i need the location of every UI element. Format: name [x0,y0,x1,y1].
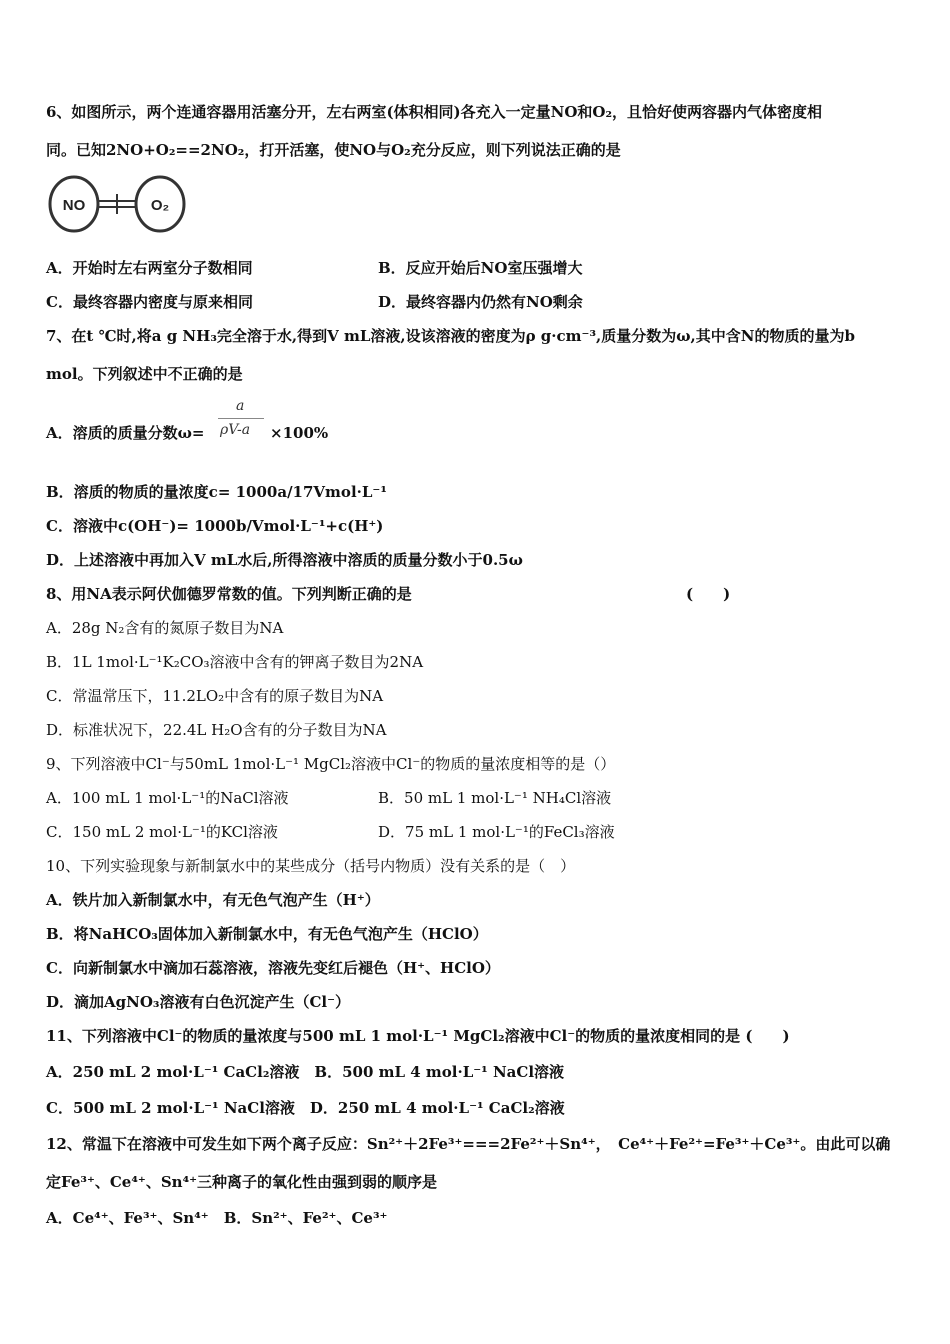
left-container-label: NO [62,197,86,214]
fraction-bar [218,418,264,419]
q11-options-ab: A．250 mL 2 mol·L⁻¹ CaCl₂溶液 B．500 mL 4 mol·L⁻¹ NaCl溶液 [46,1063,565,1081]
q7-option-a-suffix: ×100% [270,424,329,442]
fraction-denominator: ρV-a [220,422,251,438]
q6-option-b: B．反应开始后NO室压强增大 [378,259,583,277]
q7-option-b: B．溶质的物质的量浓度c= 1000a/17Vmol·L⁻¹ [46,483,387,501]
fraction-numerator: a [236,398,245,414]
q6-option-a: A．开始时左右两室分子数相同 [46,259,253,277]
right-container-label: O₂ [150,197,170,214]
q10-option-b: B．将NaHCO₃固体加入新制氯水中，有无色气泡产生（HClO） [46,925,488,943]
connected-containers-diagram [46,172,188,236]
q7-stem-line1: 7、在t ℃时,将a g NH₃完全溶于水,得到V mL溶液,设该溶液的密度为ρ g·cm⁻³,质量分数为ω,其中含N的物质的量为b [46,327,855,345]
q8-option-a: A．28g N₂含有的氮原子数目为NA [46,619,284,637]
q6-stem-line1: 6、如图所示，两个连通容器用活塞分开，左右两室(体积相同)各充入一定量NO和O₂，且恰好使两容器内气体密度相 [46,103,823,121]
q11-stem: 11、下列溶液中Cl⁻的物质的量浓度与500 mL 1 mol·L⁻¹ MgCl₂溶液中Cl⁻的物质的量浓度相同的是 ( ) [46,1027,790,1045]
q11-options-cd: C．500 mL 2 mol·L⁻¹ NaCl溶液 D．250 mL 4 mol·L⁻¹ CaCl₂溶液 [46,1099,565,1117]
q9-stem: 9、下列溶液中Cl⁻与50mL 1mol·L⁻¹ MgCl₂溶液中Cl⁻的物质的量浓度相等的是（） [46,755,616,773]
q7-option-a-prefix: A．溶质的质量分数ω= [46,424,205,442]
q9-option-b: B．50 mL 1 mol·L⁻¹ NH₄Cl溶液 [378,789,612,807]
q6-option-d: D．最终容器内仍然有NO剩余 [378,293,583,311]
q7-option-a-fraction [218,398,270,444]
q7-option-d: D．上述溶液中再加入V mL水后,所得溶液中溶质的质量分数小于0.5ω [46,551,523,569]
q9-option-c: C．150 mL 2 mol·L⁻¹的KCl溶液 [46,823,278,841]
q10-option-c: C．向新制氯水中滴加石蕊溶液，溶液先变红后褪色（H⁺、HClO） [46,959,500,977]
q12-stem-line1: 12、常温下在溶液中可发生如下两个离子反应：Sn²⁺＋2Fe³⁺===2Fe²⁺＋Sn⁴⁺， Ce⁴⁺＋Fe²⁺=Fe³⁺＋Ce³⁺。由此可以确 [46,1135,891,1153]
q7-stem-line2: mol。下列叙述中不正确的是 [46,365,243,383]
q8-stem: 8、用NA表示阿伏伽德罗常数的值。下列判断正确的是 [46,585,412,603]
q8-option-b: B．1L 1mol·L⁻¹K₂CO₃溶液中含有的钾离子数目为2NA [46,653,424,671]
q8-answer-paren: ( ) [686,585,731,603]
q9-option-d: D．75 mL 1 mol·L⁻¹的FeCl₃溶液 [378,823,615,841]
q9-option-a: A．100 mL 1 mol·L⁻¹的NaCl溶液 [46,789,289,807]
q7-option-c: C．溶液中c(OH⁻)= 1000b/Vmol·L⁻¹+c(H⁺) [46,517,384,535]
q12-stem-line2: 定Fe³⁺、Ce⁴⁺、Sn⁴⁺三种离子的氧化性由强到弱的顺序是 [46,1173,438,1191]
q8-option-d: D．标准状况下，22.4L H₂O含有的分子数目为NA [46,721,387,739]
q6-option-c: C．最终容器内密度与原来相同 [46,293,253,311]
q10-option-a: A．铁片加入新制氯水中，有无色气泡产生（H⁺） [46,891,380,909]
q6-stem-line2: 同。已知2NO+O₂==2NO₂，打开活塞，使NO与O₂充分反应，则下列说法正确的是 [46,141,621,159]
q12-options-ab: A．Ce⁴⁺、Fe³⁺、Sn⁴⁺ B．Sn²⁺、Fe²⁺、Ce³⁺ [46,1209,388,1227]
q8-option-c: C．常温常压下，11.2LO₂中含有的原子数目为NA [46,687,384,705]
q10-option-d: D．滴加AgNO₃溶液有白色沉淀产生（Cl⁻） [46,993,351,1011]
q10-stem: 10、下列实验现象与新制氯水中的某些成分（括号内物质）没有关系的是（ ） [46,857,576,875]
